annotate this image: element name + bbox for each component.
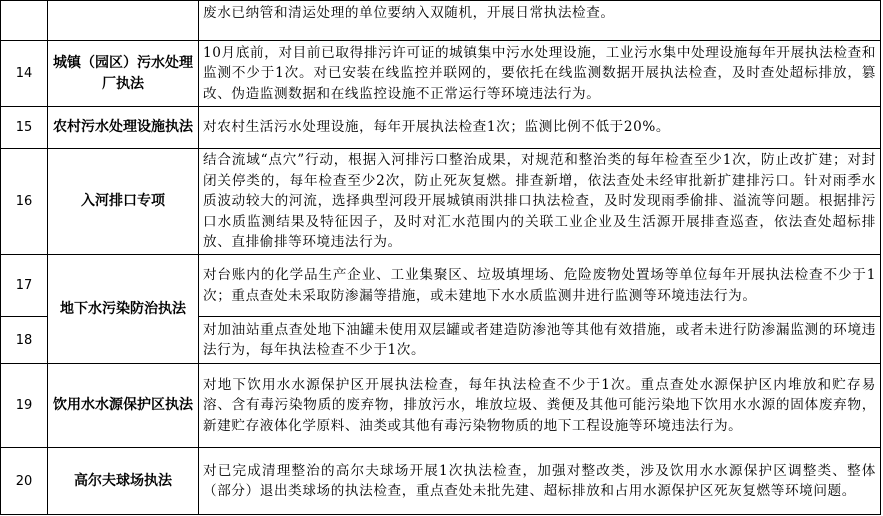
task-item-name: 高尔夫球场执法 (48, 448, 199, 515)
task-content: 废水已纳管和清运处理的单位要纳入双随机，开展日常执法检查。 (199, 1, 881, 41)
task-content: 对台账内的化学品生产企业、工业集聚区、垃圾填埋场、危险废物处置场等单位每年开展执法检查不少于1次；重点查处未采取防渗漏等措施，或未建地下水水质监测井进行监测等环境违法行为。 (199, 255, 881, 317)
task-content: 对农村生活污水处理设施，每年开展执法检查1次；监测比例不低于20%。 (199, 107, 881, 149)
task-content: 对已完成清理整治的高尔夫球场开展1次执法检查，加强对整改类，涉及饮用水水源保护区调整类、整体（部分）退出类球场的执法检查，重点查处未批先建、超标排放和占用水源保护区死灰复燃等环境问题。 (199, 448, 881, 515)
table-row (1, 448, 881, 515)
task-content: 结合流域“点穴”行动，根据入河排污口整治成果，对规范和整治类的每年检查至少1次，防止改扩建；对封闭关停类的，每年检查至少2次，防止死灰复燃。排查新增，依法查处未经审批新扩建排污口。针对雨季水质波动较大的河流，选择典型河段开展城镇雨洪排口执法检查，及时发现雨季偷排、溢流等问题。根据排污口水质监测结果及特征因子，及时对汇水范围内的关联工业企业及生活源开展排查巡查，依法查处超标排放、直排偷排等环境违法行为。 (199, 149, 881, 255)
row-number: 17 (1, 255, 48, 317)
task-item-name (48, 1, 199, 41)
row-number: 15 (1, 107, 48, 149)
task-content: 对加油站重点查处地下油罐未使用双层罐或者建造防渗池等其他有效措施，或者未进行防渗漏监测的环境违法行为，每年执法检查不少于1次。 (199, 317, 881, 364)
row-number: 14 (1, 41, 48, 107)
task-item-name: 农村污水处理设施执法 (48, 107, 199, 149)
table-row (1, 255, 881, 317)
task-item-name: 城镇（园区）污水处理厂执法 (48, 41, 199, 107)
table-row (1, 1, 881, 41)
table-row (1, 364, 881, 448)
task-item-name: 入河排口专项 (48, 149, 199, 255)
row-number: 19 (1, 364, 48, 448)
task-item-name: 饮用水水源保护区执法 (48, 364, 199, 448)
row-number: 18 (1, 317, 48, 364)
task-content: 对地下饮用水水源保护区开展执法检查，每年执法检查不少于1次。重点查处水源保护区内堆放和贮存易溶、含有毒污染物质的废弃物，排放污水，堆放垃圾、粪便及其他可能污染地下饮用水水源的固体废弃物，新建贮存液体化学原料、油类或其他有毒污染物物质的地下工程设施等环境违法行为。 (199, 364, 881, 448)
task-content: 10月底前，对目前已取得排污许可证的城镇集中污水处理设施，工业污水集中处理设施每年开展执法检查和监测不少于1次。对已安装在线监控并联网的，要依托在线监测数据开展执法检查，及时查处超标排放，篡改、伪造监测数据和在线监控设施不正常运行等环境违法行为。 (199, 41, 881, 107)
table-row (1, 149, 881, 255)
row-number: 16 (1, 149, 48, 255)
row-number: 20 (1, 448, 48, 515)
row-number (1, 1, 48, 41)
table-row (1, 41, 881, 107)
table-row (1, 107, 881, 149)
task-item-name: 地下水污染防治执法 (48, 255, 199, 364)
